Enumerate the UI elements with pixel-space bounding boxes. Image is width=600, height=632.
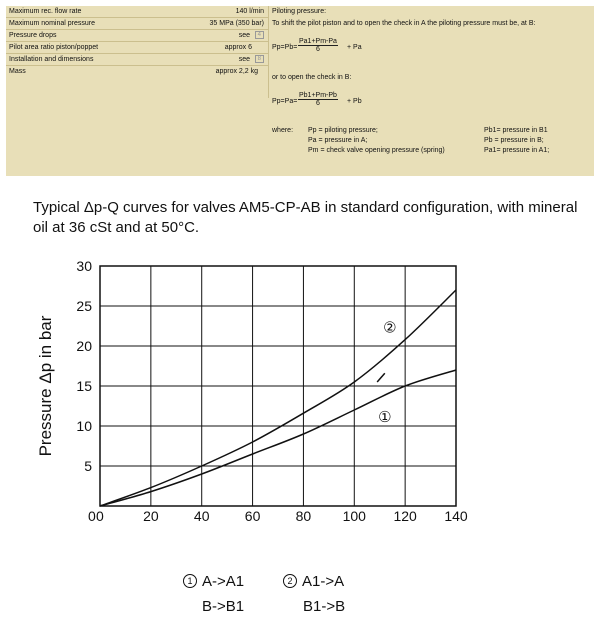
definition: Pp = piloting pressure; [308,127,378,134]
x-tick-label: 40 [193,508,210,524]
where-label: where: [272,127,294,134]
spec-value: 35 MPa (350 bar) [209,20,264,27]
spec-value: see [238,32,250,39]
chart-title-line: Typical Δp-Q curves for valves AM5-CP-AB in standard configuration, with mineral [33,199,578,216]
spec-label: Mass [9,68,26,75]
y-axis-label: Pressure Δp in bar [36,315,55,457]
x-tick-label: 140 [444,508,468,524]
legend-text: A1->A [302,573,345,590]
chart-title [33,198,593,238]
spec-value: approx 6 [224,44,252,51]
plot-frame [100,266,456,506]
y-tick-label: 30 [76,258,92,274]
spec-row [6,54,268,66]
chart-title-line: oil at 36 cSt and at 50°C. [33,219,200,236]
formula-2-tail: + Pb [347,98,362,105]
spec-label: Installation and dimensions [9,56,94,63]
spec-row [6,18,268,30]
x-tick-label: 60 [244,508,261,524]
formula-2-lhs: Pp=Pa= [272,98,298,105]
legend-entry-2 [283,573,344,590]
legend-entry-1 [183,573,244,590]
definition: Pa1= pressure in A1; [484,147,550,154]
formula-1-fraction [298,38,338,53]
y-tick-label: 20 [76,338,92,354]
legend-entry-2-line-2: B1->B [303,598,346,615]
spec-label: Maximum rec. flow rate [9,8,82,15]
y-tick-label: 15 [76,378,92,394]
formula-2-fraction [298,92,338,107]
legend-marker: 2 [283,574,297,588]
formula-1-tail: + Pa [347,44,362,51]
spec-value: 140 l/min [235,8,264,15]
spec-label: Pilot area ratio piston/poppet [9,44,99,51]
y-tick-label: 10 [76,418,92,434]
formula-1-denominator: 6 [316,46,320,53]
formula-2-denominator: 6 [316,100,320,107]
specifications-table [6,6,594,176]
formula-2-numerator: Pb1+Pm-Pb [299,92,337,99]
legend-marker: 1 [183,574,197,588]
y-tick-label: 25 [76,298,92,314]
table-divider [268,6,269,98]
reference-box: 4 [255,31,264,39]
spec-label: Maximum nominal pressure [9,20,95,27]
definition: Pb1= pressure in B1 [484,127,548,134]
curve-label: ② [383,319,397,337]
definition: Pa = pressure in A; [308,137,368,144]
reference-box: 8 [255,55,264,63]
y-tick-label-origin: 0 [88,508,96,524]
definition: Pb = pressure in B; [484,137,544,144]
y-tick-label: 5 [84,458,92,474]
piloting-heading: Piloting pressure: [272,8,327,15]
series-line-1 [100,370,456,506]
legend-text: A->A1 [202,573,245,590]
curve-tick-mark [377,373,385,382]
definition: Pm = check valve opening pressure (spring) [308,147,445,154]
formula-1-lhs: Pp=Pb= [272,44,298,51]
x-tick-label: 0 [96,508,104,524]
piloting-text: To shift the pilot piston and to open the check in A the piloting pressure must be, at B: [272,20,536,27]
spec-value: see [238,56,250,63]
x-tick-label: 120 [393,508,417,524]
x-tick-label: 80 [295,508,312,524]
series-line-2 [100,290,456,506]
spec-label: Pressure drops [9,32,57,39]
legend-entry-1-line-2: B->B1 [202,598,245,615]
spec-value: approx 2,2 kg [215,68,258,75]
spec-row [6,42,268,54]
spec-row [6,66,268,77]
or-text: or to open the check in B: [272,74,352,81]
formula-1-numerator: Pa1+Pm-Pa [299,38,337,45]
x-tick-label: 100 [342,508,366,524]
curve-label: ① [378,409,392,426]
spec-row [6,6,268,18]
spec-row [6,30,268,42]
x-tick-label: 20 [143,508,159,524]
